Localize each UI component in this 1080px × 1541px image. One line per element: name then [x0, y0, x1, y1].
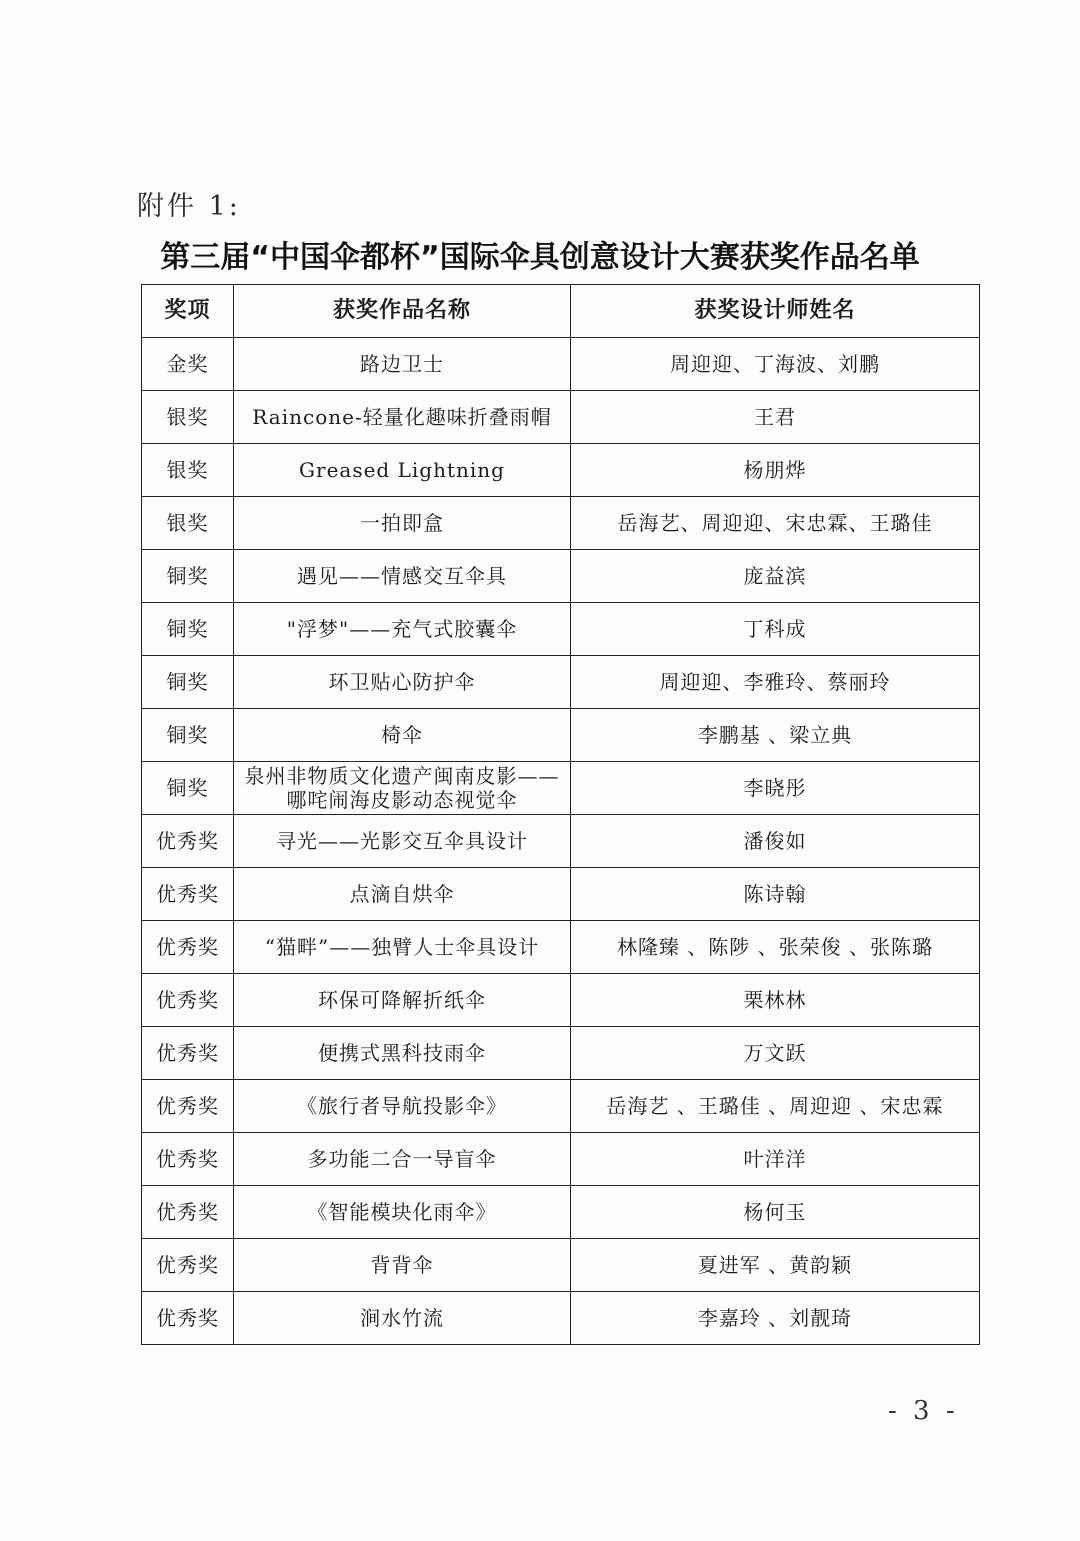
table-row — [142, 815, 980, 868]
table-row — [142, 868, 980, 921]
designers-cell: 潘俊如 — [571, 815, 980, 868]
award-cell: 优秀奖 — [142, 1133, 234, 1186]
designers-cell: 杨朋烨 — [571, 444, 980, 497]
work-title-cell: 便携式黑科技雨伞 — [234, 1027, 571, 1080]
designers-cell: 叶洋洋 — [571, 1133, 980, 1186]
table-row — [142, 1239, 980, 1292]
work-title-cell: Raincone-轻量化趣味折叠雨帽 — [234, 391, 571, 444]
work-title-cell: 涧水竹流 — [234, 1292, 571, 1345]
table-row — [142, 497, 980, 550]
table-body — [142, 338, 980, 1345]
designers-cell: 庞益滨 — [571, 550, 980, 603]
award-cell: 银奖 — [142, 391, 234, 444]
table-row — [142, 603, 980, 656]
table-row — [142, 444, 980, 497]
award-cell: 优秀奖 — [142, 1027, 234, 1080]
table-row — [142, 1292, 980, 1345]
table-row — [142, 1186, 980, 1239]
table-row — [142, 656, 980, 709]
designers-cell: 周迎迎、丁海波、刘鹏 — [571, 338, 980, 391]
work-title-cell: “猫畔”——独臂人士伞具设计 — [234, 921, 571, 974]
award-cell: 铜奖 — [142, 603, 234, 656]
award-cell: 金奖 — [142, 338, 234, 391]
work-title-cell: "浮梦"——充气式胶囊伞 — [234, 603, 571, 656]
award-cell: 优秀奖 — [142, 1080, 234, 1133]
work-title-cell: 《旅行者导航投影伞》 — [234, 1080, 571, 1133]
award-cell: 优秀奖 — [142, 868, 234, 921]
award-cell: 优秀奖 — [142, 1239, 234, 1292]
work-title-cell: 《智能模块化雨伞》 — [234, 1186, 571, 1239]
designers-cell: 栗林林 — [571, 974, 980, 1027]
designers-cell: 李嘉玲 、刘靓琦 — [571, 1292, 980, 1345]
designers-cell: 陈诗翰 — [571, 868, 980, 921]
award-cell: 银奖 — [142, 444, 234, 497]
award-cell: 铜奖 — [142, 709, 234, 762]
work-title-cell: 一拍即盒 — [234, 497, 571, 550]
work-title-cell: 环保可降解折纸伞 — [234, 974, 571, 1027]
award-cell: 铜奖 — [142, 550, 234, 603]
work-title-cell: 泉州非物质文化遗产闽南皮影——哪咤闹海皮影动态视觉伞 — [234, 762, 571, 815]
work-title-cell: Greased Lightning — [234, 444, 571, 497]
designers-cell: 万文跃 — [571, 1027, 980, 1080]
designers-cell: 李鹏基 、梁立典 — [571, 709, 980, 762]
table-row — [142, 391, 980, 444]
table-row — [142, 1027, 980, 1080]
work-title-cell: 多功能二合一导盲伞 — [234, 1133, 571, 1186]
award-cell: 优秀奖 — [142, 1292, 234, 1345]
award-cell: 优秀奖 — [142, 921, 234, 974]
designers-cell: 周迎迎、李雅玲、蔡丽玲 — [571, 656, 980, 709]
table-row — [142, 709, 980, 762]
designers-cell: 李晓彤 — [571, 762, 980, 815]
awards-table — [141, 284, 980, 1345]
work-title-cell: 环卫贴心防护伞 — [234, 656, 571, 709]
table-row — [142, 1133, 980, 1186]
table-row — [142, 550, 980, 603]
designers-cell: 林隆臻 、陈陟 、张荣俊 、张陈璐 — [571, 921, 980, 974]
table-header-row — [142, 285, 980, 338]
attachment-label: 附件 1: — [137, 191, 241, 222]
award-cell: 银奖 — [142, 497, 234, 550]
table-row — [142, 338, 980, 391]
table-row — [142, 762, 980, 815]
designers-cell: 岳海艺 、王璐佳 、周迎迎 、宋忠霖 — [571, 1080, 980, 1133]
work-title-cell: 路边卫士 — [234, 338, 571, 391]
document-title: 第三届“中国伞都杯”国际伞具创意设计大赛获奖作品名单 — [160, 240, 920, 275]
award-cell: 优秀奖 — [142, 1186, 234, 1239]
award-cell: 铜奖 — [142, 762, 234, 815]
award-cell: 铜奖 — [142, 656, 234, 709]
award-cell: 优秀奖 — [142, 815, 234, 868]
header-designers: 获奖设计师姓名 — [571, 285, 980, 338]
table-row — [142, 974, 980, 1027]
work-title-cell: 点滴自烘伞 — [234, 868, 571, 921]
designers-cell: 夏进军 、黄韵颖 — [571, 1239, 980, 1292]
work-title-cell: 寻光——光影交互伞具设计 — [234, 815, 571, 868]
award-cell: 优秀奖 — [142, 974, 234, 1027]
work-title-cell: 椅伞 — [234, 709, 571, 762]
designers-cell: 杨何玉 — [571, 1186, 980, 1239]
table-row — [142, 1080, 980, 1133]
work-title-cell: 背背伞 — [234, 1239, 571, 1292]
work-title-cell: 遇见——情感交互伞具 — [234, 550, 571, 603]
designers-cell: 丁科成 — [571, 603, 980, 656]
page-number: - 3 - — [888, 1396, 959, 1426]
table-row — [142, 921, 980, 974]
header-work-title: 获奖作品名称 — [234, 285, 571, 338]
header-award: 奖项 — [142, 285, 234, 338]
designers-cell: 岳海艺、周迎迎、宋忠霖、王璐佳 — [571, 497, 980, 550]
designers-cell: 王君 — [571, 391, 980, 444]
